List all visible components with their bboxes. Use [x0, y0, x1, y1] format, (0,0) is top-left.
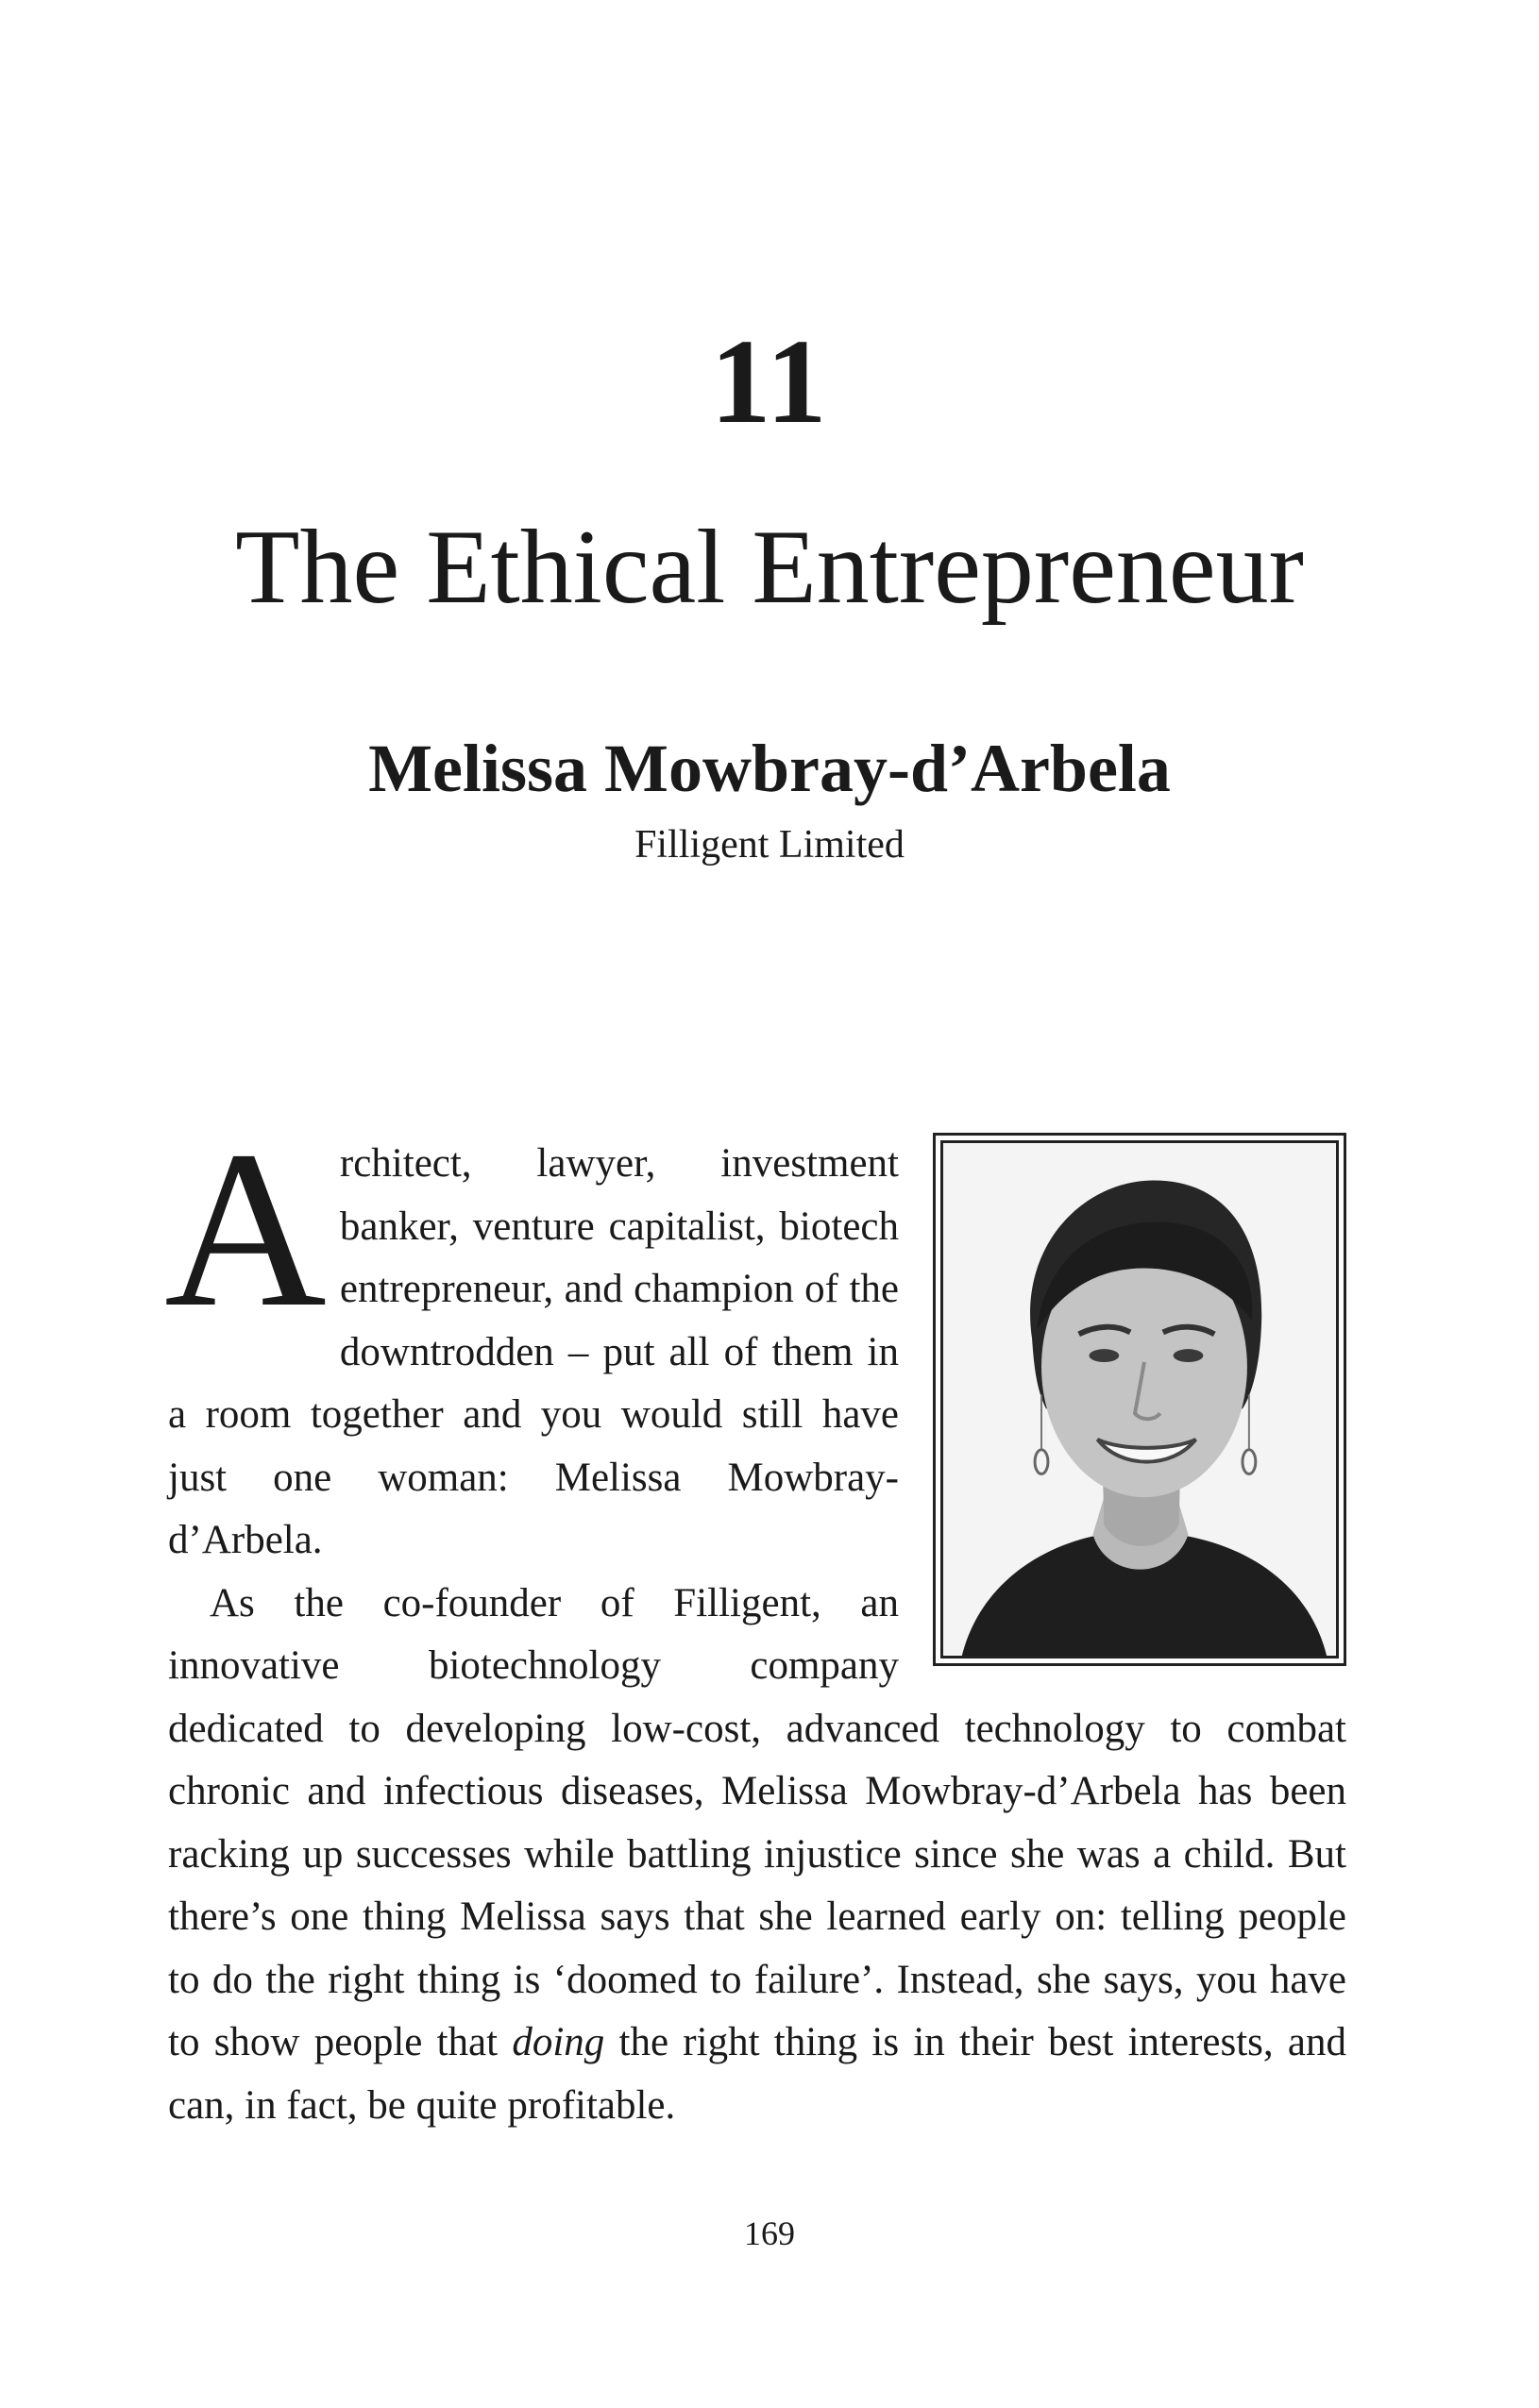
author-portrait — [940, 1140, 1339, 1659]
author-portrait-frame — [933, 1133, 1346, 1666]
paragraph-2-text-end: the right thing is in their best interests, and can, in fact, be quite profitable. — [168, 2020, 1346, 2128]
drop-cap: A — [164, 1105, 327, 1354]
paragraph-2-emphasis: doing — [512, 2020, 605, 2064]
chapter-title: The Ethical Entrepreneur — [235, 509, 1304, 626]
page-number: 169 — [744, 2214, 795, 2252]
chapter-number: 11 — [710, 314, 829, 448]
portrait-photo-icon — [943, 1143, 1336, 1656]
author-name: Melissa Mowbray-d’Arbela — [368, 731, 1171, 806]
paragraph-1-text: rchitect, lawyer, investment banker, venture capitalist, biotech entrepreneur, and champion of the downtrodden – put all of them in a room together and you would still have just one woman: Melissa Mowbray-d’Arbela. — [168, 1141, 899, 1562]
chapter-body — [164, 1105, 1346, 2137]
author-affiliation: Filligent Limited — [634, 823, 905, 867]
paragraph-2-text-start: As the co-founder of Filligent, an innovative biotechnology company dedicated to developing low-cost, advanced technology to combat chronic and infectious diseases, Melissa Mowbray-d’Arbela has been racking up successes while battling injustice since she was a child. But there’s one thing Melissa says that she learned early on: telling people to do the right thing is ‘doomed to failure’. Instead, she says, you have to show people that — [168, 1580, 1346, 2064]
